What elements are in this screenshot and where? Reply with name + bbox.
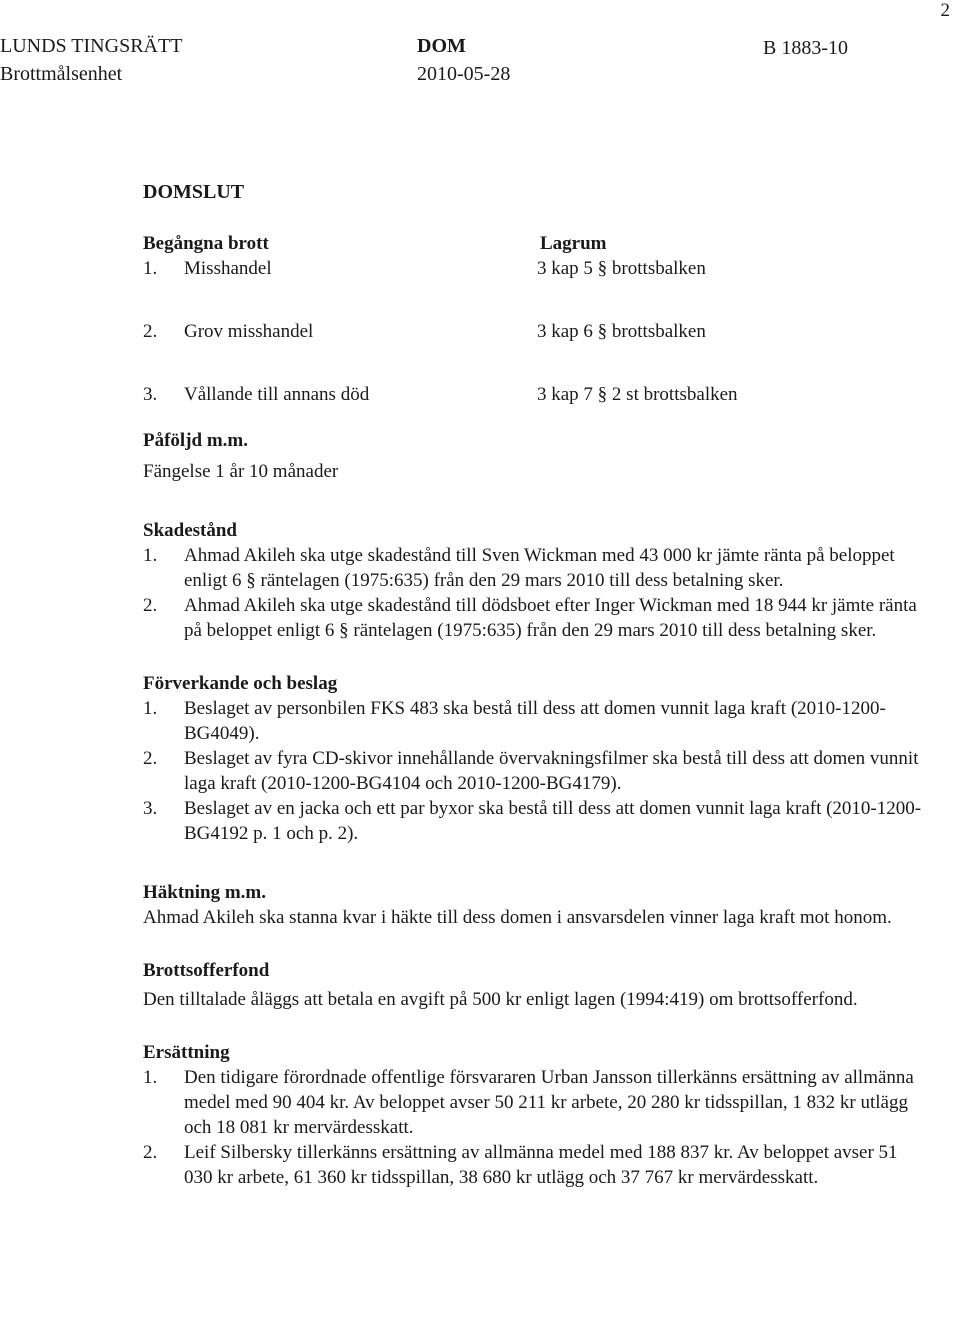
item-number: 2. bbox=[143, 1142, 158, 1163]
offense-name: Misshandel bbox=[184, 258, 272, 279]
item-text: Beslaget av en jacka och ett par byxor ska bestå till dess att domen vunnit laga kraft (2010-1200-BG4192 p. 1 och p. 2). bbox=[184, 798, 922, 844]
item-number: 1. bbox=[143, 1067, 158, 1088]
list-item bbox=[143, 796, 923, 846]
domslut-heading: DOMSLUT bbox=[143, 181, 245, 203]
list-item bbox=[143, 1065, 923, 1140]
offense-lagrum: 3 kap 5 § brottsbalken bbox=[537, 258, 706, 279]
offenses-section bbox=[143, 231, 923, 424]
brottsofferfond-text: Den tilltalade åläggs att betala en avgift på 500 kr enligt lagen (1994:419) om brottsofferfond. bbox=[143, 989, 858, 1010]
item-text: Leif Silbersky tillerkänns ersättning av allmänna medel med 188 837 kr. Av beloppet avser 51 030 kr arbete, 61 360 kr tidsspillan, 38 680 kr utlägg och 37 767 kr mervärdesskatt. bbox=[184, 1142, 898, 1188]
item-text: Ahmad Akileh ska utge skadestånd till Sven Wickman med 43 000 kr jämte ränta på beloppet enligt 6 § räntelagen (1975:635) från den 29 mars 2010 till dess betalning sker. bbox=[184, 545, 895, 591]
list-item bbox=[143, 746, 923, 796]
offense-row bbox=[143, 256, 923, 319]
forverkande-heading: Förverkande och beslag bbox=[143, 673, 338, 694]
item-number: 2. bbox=[143, 748, 158, 769]
forverkande-list bbox=[143, 696, 923, 846]
item-text: Ahmad Akileh ska utge skadestånd till dödsboet efter Inger Wickman med 18 944 kr jämte ränta på beloppet enligt 6 § räntelagen (1975:635) från den 29 mars 2010 till dess betalning sker. bbox=[184, 595, 917, 641]
item-text: Den tidigare förordnade offentlige försvararen Urban Jansson tillerkänns ersättning av allmänna medel med 90 404 kr. Av beloppet avser 50 211 kr arbete, 20 280 kr tidsspillan, 1 832 kr utlägg och 18 081 kr mervärdesskatt. bbox=[184, 1067, 914, 1138]
skadestand-list bbox=[143, 543, 923, 643]
brottsofferfond-section bbox=[143, 958, 923, 1012]
item-number: 1. bbox=[143, 698, 158, 719]
haktning-heading: Häktning m.m. bbox=[143, 882, 266, 903]
pafoljd-heading: Påföljd m.m. bbox=[143, 430, 249, 451]
haktning-section bbox=[143, 880, 923, 930]
offense-lagrum: 3 kap 7 § 2 st brottsbalken bbox=[537, 384, 738, 405]
skadestand-section bbox=[143, 518, 923, 643]
list-item bbox=[143, 543, 923, 593]
list-item bbox=[143, 593, 923, 643]
court-name: LUNDS TINGSRÄTT bbox=[0, 35, 183, 57]
item-number: 3. bbox=[143, 798, 158, 819]
list-item bbox=[143, 696, 923, 746]
page-number: 2 bbox=[940, 0, 950, 21]
ersattning-heading: Ersättning bbox=[143, 1042, 230, 1063]
offense-number: 3. bbox=[143, 384, 158, 405]
pafoljd-text: Fängelse 1 år 10 månader bbox=[143, 461, 339, 482]
item-text: Beslaget av personbilen FKS 483 ska bestå till dess att domen vunnit laga kraft (2010-1200-BG4049). bbox=[184, 698, 886, 744]
offense-row bbox=[143, 382, 923, 424]
document-date: 2010-05-28 bbox=[417, 63, 511, 85]
forverkande-section bbox=[143, 671, 923, 846]
item-number: 2. bbox=[143, 595, 158, 616]
brottsofferfond-heading: Brottsofferfond bbox=[143, 960, 270, 981]
offense-number: 1. bbox=[143, 258, 158, 279]
lagrum-heading: Lagrum bbox=[540, 233, 607, 254]
offense-name: Grov misshandel bbox=[184, 321, 314, 342]
document-body bbox=[143, 180, 923, 1190]
court-unit: Brottmålsenhet bbox=[0, 63, 123, 85]
offense-row bbox=[143, 319, 923, 382]
ersattning-list bbox=[143, 1065, 923, 1190]
item-number: 1. bbox=[143, 545, 158, 566]
ersattning-section bbox=[143, 1040, 923, 1190]
list-item bbox=[143, 1140, 923, 1190]
haktning-text: Ahmad Akileh ska stanna kvar i häkte till dess domen i ansvarsdelen vinner laga kraft mot honom. bbox=[143, 907, 892, 928]
pafoljd-section bbox=[143, 428, 923, 484]
offenses-heading: Begångna brott bbox=[143, 233, 269, 254]
skadestand-heading: Skadestånd bbox=[143, 520, 237, 541]
case-number: B 1883-10 bbox=[763, 37, 848, 59]
item-text: Beslaget av fyra CD-skivor innehållande övervakningsfilmer ska bestå till dess att domen vunnit laga kraft (2010-1200-BG4104 och 2010-1200-BG4179). bbox=[184, 748, 919, 794]
offense-lagrum: 3 kap 6 § brottsbalken bbox=[537, 321, 706, 342]
offense-name: Vållande till annans död bbox=[184, 384, 370, 405]
document-type: DOM bbox=[417, 35, 466, 57]
offense-number: 2. bbox=[143, 321, 158, 342]
